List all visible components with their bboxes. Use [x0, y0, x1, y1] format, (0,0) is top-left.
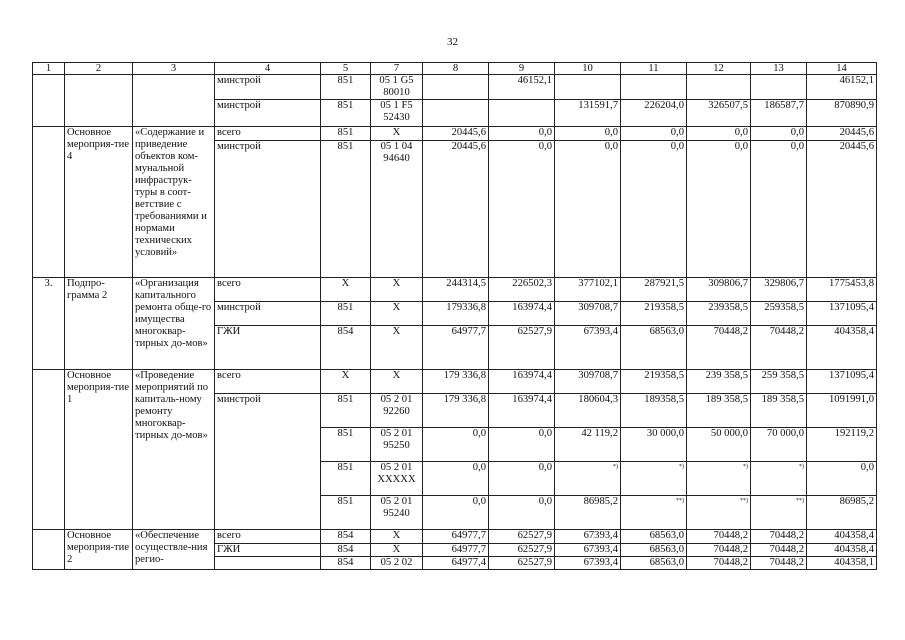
cell-footnote-mark: *) [621, 462, 687, 496]
header-cell: 8 [423, 63, 489, 75]
cell-value: 309708,7 [555, 370, 621, 394]
cell-value: 70448,2 [687, 557, 751, 570]
cell-empty [33, 127, 65, 278]
cell-activity-name: Основное мероприя-тие 1 [65, 370, 133, 530]
cell-value: 68563,0 [621, 544, 687, 557]
cell-value: 1371095,4 [807, 370, 877, 394]
cell-value: 70448,2 [751, 530, 807, 544]
cell-value: 0,0 [489, 428, 555, 462]
cell-value: 309806,7 [687, 278, 751, 302]
cell-executor: минстрой [215, 302, 321, 326]
cell-value: 0,0 [423, 496, 489, 530]
cell-value: 239358,5 [687, 302, 751, 326]
cell-value: 179336,8 [423, 302, 489, 326]
table-row [33, 127, 877, 141]
cell-value: 404358,1 [807, 557, 877, 570]
cell-value: 0,0 [489, 141, 555, 278]
header-cell: 14 [807, 63, 877, 75]
cell-value: 64977,7 [423, 326, 489, 370]
cell-value: 0,0 [751, 141, 807, 278]
cell-grbs: 851 [321, 428, 371, 462]
header-cell: 9 [489, 63, 555, 75]
cell-value: 131591,7 [555, 100, 621, 127]
cell-activity-desc: «Проведение мероприятий по капиталь-ному ремонту многоквар-тирных до-мов» [133, 370, 215, 530]
cell-grbs: 851 [321, 141, 371, 278]
cell-value: 404358,4 [807, 530, 877, 544]
cell-code: 05 2 01 92260 [371, 394, 423, 428]
cell-executor: минстрой [215, 394, 321, 530]
cell-value: 46152,1 [807, 75, 877, 100]
cell-value: 226502,3 [489, 278, 555, 302]
cell-value [751, 75, 807, 100]
cell-value: 163974,4 [489, 302, 555, 326]
cell-code: Х [371, 326, 423, 370]
cell-code: 05 2 01 95240 [371, 496, 423, 530]
cell-footnote-mark: *) [555, 462, 621, 496]
header-cell: 10 [555, 63, 621, 75]
cell-value: 62527,9 [489, 530, 555, 544]
cell-grbs: Х [321, 278, 371, 302]
cell-activity-name: Основное мероприя-тие 4 [65, 127, 133, 278]
cell-value: 0,0 [751, 127, 807, 141]
cell-grbs: 851 [321, 462, 371, 496]
cell-grbs: 851 [321, 100, 371, 127]
cell-footnote-mark: **) [687, 496, 751, 530]
table-row [33, 278, 877, 302]
cell-value: 404358,4 [807, 326, 877, 370]
table-row [33, 530, 877, 544]
cell-value: 86985,2 [807, 496, 877, 530]
cell-grbs: 854 [321, 326, 371, 370]
cell-executor: всего [215, 530, 321, 544]
cell-executor: минстрой [215, 100, 321, 127]
table-row [33, 75, 877, 100]
cell-code: Х [371, 370, 423, 394]
cell-value: 0,0 [423, 428, 489, 462]
cell-value: 0,0 [555, 127, 621, 141]
cell-value: 0,0 [423, 462, 489, 496]
cell-value: 163974,4 [489, 394, 555, 428]
header-cell: 12 [687, 63, 751, 75]
cell-value: 20445,6 [807, 127, 877, 141]
cell-grbs: Х [321, 370, 371, 394]
cell-value [489, 100, 555, 127]
cell-value: 70448,2 [751, 326, 807, 370]
cell-value: 68563,0 [621, 557, 687, 570]
cell-value: 189 358,5 [751, 394, 807, 428]
cell-activity-desc: «Обеспечение осуществле-ния регио- [133, 530, 215, 570]
cell-value: 67393,4 [555, 557, 621, 570]
cell-grbs: 851 [321, 75, 371, 100]
cell-activity-desc: «Содержание и приведение объектов ком-мунальной инфраструк-туры в соот-ветствие с требованиями и нормами технических условий» [133, 127, 215, 278]
cell-value: 20445,6 [423, 127, 489, 141]
cell-footnote-mark: **) [621, 496, 687, 530]
cell-code: Х [371, 127, 423, 141]
cell-value: 68563,0 [621, 326, 687, 370]
cell-code: Х [371, 544, 423, 557]
budget-table [32, 62, 877, 570]
cell-code: 05 1 F5 52430 [371, 100, 423, 127]
cell-value: 1775453,8 [807, 278, 877, 302]
cell-code: Х [371, 302, 423, 326]
cell-value [555, 75, 621, 100]
cell-value: 226204,0 [621, 100, 687, 127]
cell-code: 05 1 G5 80010 [371, 75, 423, 100]
cell-code: 05 1 04 94640 [371, 141, 423, 278]
cell-value: 30 000,0 [621, 428, 687, 462]
cell-value: 64977,7 [423, 530, 489, 544]
cell-value: 192119,2 [807, 428, 877, 462]
cell-code: Х [371, 530, 423, 544]
cell-value: 189 358,5 [687, 394, 751, 428]
cell-value [687, 75, 751, 100]
cell-value: 70448,2 [687, 326, 751, 370]
cell-footnote-mark: *) [687, 462, 751, 496]
cell-code: 05 2 01 XXXXX [371, 462, 423, 496]
cell-value: 219358,5 [621, 370, 687, 394]
cell-value: 287921,5 [621, 278, 687, 302]
cell-executor: всего [215, 127, 321, 141]
cell-value: 309708,7 [555, 302, 621, 326]
cell-value: 1371095,4 [807, 302, 877, 326]
cell-value: 20445,6 [423, 141, 489, 278]
cell-value: 68563,0 [621, 530, 687, 544]
cell-code: Х [371, 278, 423, 302]
cell-grbs: 854 [321, 557, 371, 570]
cell-empty [33, 75, 65, 127]
cell-executor: всего [215, 370, 321, 394]
cell-value: 404358,4 [807, 544, 877, 557]
header-row [33, 63, 877, 75]
cell-footnote-mark: *) [751, 462, 807, 496]
page-number: 32 [447, 36, 458, 48]
cell-value: 329806,7 [751, 278, 807, 302]
cell-value [423, 100, 489, 127]
cell-footnote-mark: **) [751, 496, 807, 530]
header-cell: 1 [33, 63, 65, 75]
cell-value: 0,0 [621, 141, 687, 278]
cell-grbs: 851 [321, 302, 371, 326]
cell-executor: ГЖИ [215, 326, 321, 370]
cell-value [423, 75, 489, 100]
cell-value: 259 358,5 [751, 370, 807, 394]
header-cell: 11 [621, 63, 687, 75]
table-row [33, 370, 877, 394]
cell-value: 50 000,0 [687, 428, 751, 462]
cell-executor [215, 557, 321, 570]
cell-value: 189358,5 [621, 394, 687, 428]
cell-executor: ГЖИ [215, 544, 321, 557]
header-cell: 2 [65, 63, 133, 75]
cell-value: 0,0 [489, 496, 555, 530]
cell-value: 70 000,0 [751, 428, 807, 462]
cell-value: 0,0 [621, 127, 687, 141]
cell-value: 67393,4 [555, 544, 621, 557]
cell-grbs: 851 [321, 127, 371, 141]
cell-value: 180604,3 [555, 394, 621, 428]
cell-grbs: 854 [321, 530, 371, 544]
cell-code: 05 2 02 [371, 557, 423, 570]
cell-value: 0,0 [489, 462, 555, 496]
cell-value: 70448,2 [751, 544, 807, 557]
cell-activity-name: Основное мероприя-тие 2 [65, 530, 133, 570]
cell-value: 870890,9 [807, 100, 877, 127]
cell-value: 62527,9 [489, 544, 555, 557]
cell-value: 20445,6 [807, 141, 877, 278]
cell-value: 0,0 [687, 141, 751, 278]
cell-value: 219358,5 [621, 302, 687, 326]
cell-subprogram-desc: «Организация капитального ремонта обще-го имущества многоквар-тирных до-мов» [133, 278, 215, 370]
cell-grbs: 851 [321, 496, 371, 530]
header-cell: 7 [371, 63, 423, 75]
cell-value: 64977,4 [423, 557, 489, 570]
cell-value: 0,0 [489, 127, 555, 141]
header-cell: 13 [751, 63, 807, 75]
cell-value: 1091991,0 [807, 394, 877, 428]
cell-empty [133, 75, 215, 127]
cell-value: 46152,1 [489, 75, 555, 100]
cell-value: 179 336,8 [423, 394, 489, 428]
cell-number: 3. [33, 278, 65, 370]
cell-value: 163974,4 [489, 370, 555, 394]
cell-value: 244314,5 [423, 278, 489, 302]
cell-subprogram-name: Подпро-грамма 2 [65, 278, 133, 370]
cell-executor: минстрой [215, 141, 321, 278]
cell-value: 67393,4 [555, 326, 621, 370]
header-cell: 3 [133, 63, 215, 75]
cell-value: 259358,5 [751, 302, 807, 326]
cell-value: 64977,7 [423, 544, 489, 557]
cell-code: 05 2 01 95250 [371, 428, 423, 462]
cell-value: 0,0 [555, 141, 621, 278]
cell-empty [33, 370, 65, 530]
cell-value: 0,0 [687, 127, 751, 141]
cell-grbs: 851 [321, 394, 371, 428]
cell-grbs: 854 [321, 544, 371, 557]
cell-value [621, 75, 687, 100]
cell-value: 67393,4 [555, 530, 621, 544]
cell-value: 62527,9 [489, 326, 555, 370]
cell-executor: всего [215, 278, 321, 302]
header-cell: 5 [321, 63, 371, 75]
cell-value: 42 119,2 [555, 428, 621, 462]
cell-value: 70448,2 [751, 557, 807, 570]
header-cell: 4 [215, 63, 321, 75]
cell-executor: минстрой [215, 75, 321, 100]
cell-value: 239 358,5 [687, 370, 751, 394]
cell-value: 186587,7 [751, 100, 807, 127]
cell-value: 326507,5 [687, 100, 751, 127]
cell-value: 70448,2 [687, 530, 751, 544]
cell-empty [33, 530, 65, 570]
cell-value: 377102,1 [555, 278, 621, 302]
cell-value: 62527,9 [489, 557, 555, 570]
cell-value: 86985,2 [555, 496, 621, 530]
cell-value: 70448,2 [687, 544, 751, 557]
cell-value: 179 336,8 [423, 370, 489, 394]
cell-value: 0,0 [807, 462, 877, 496]
cell-empty [65, 75, 133, 127]
